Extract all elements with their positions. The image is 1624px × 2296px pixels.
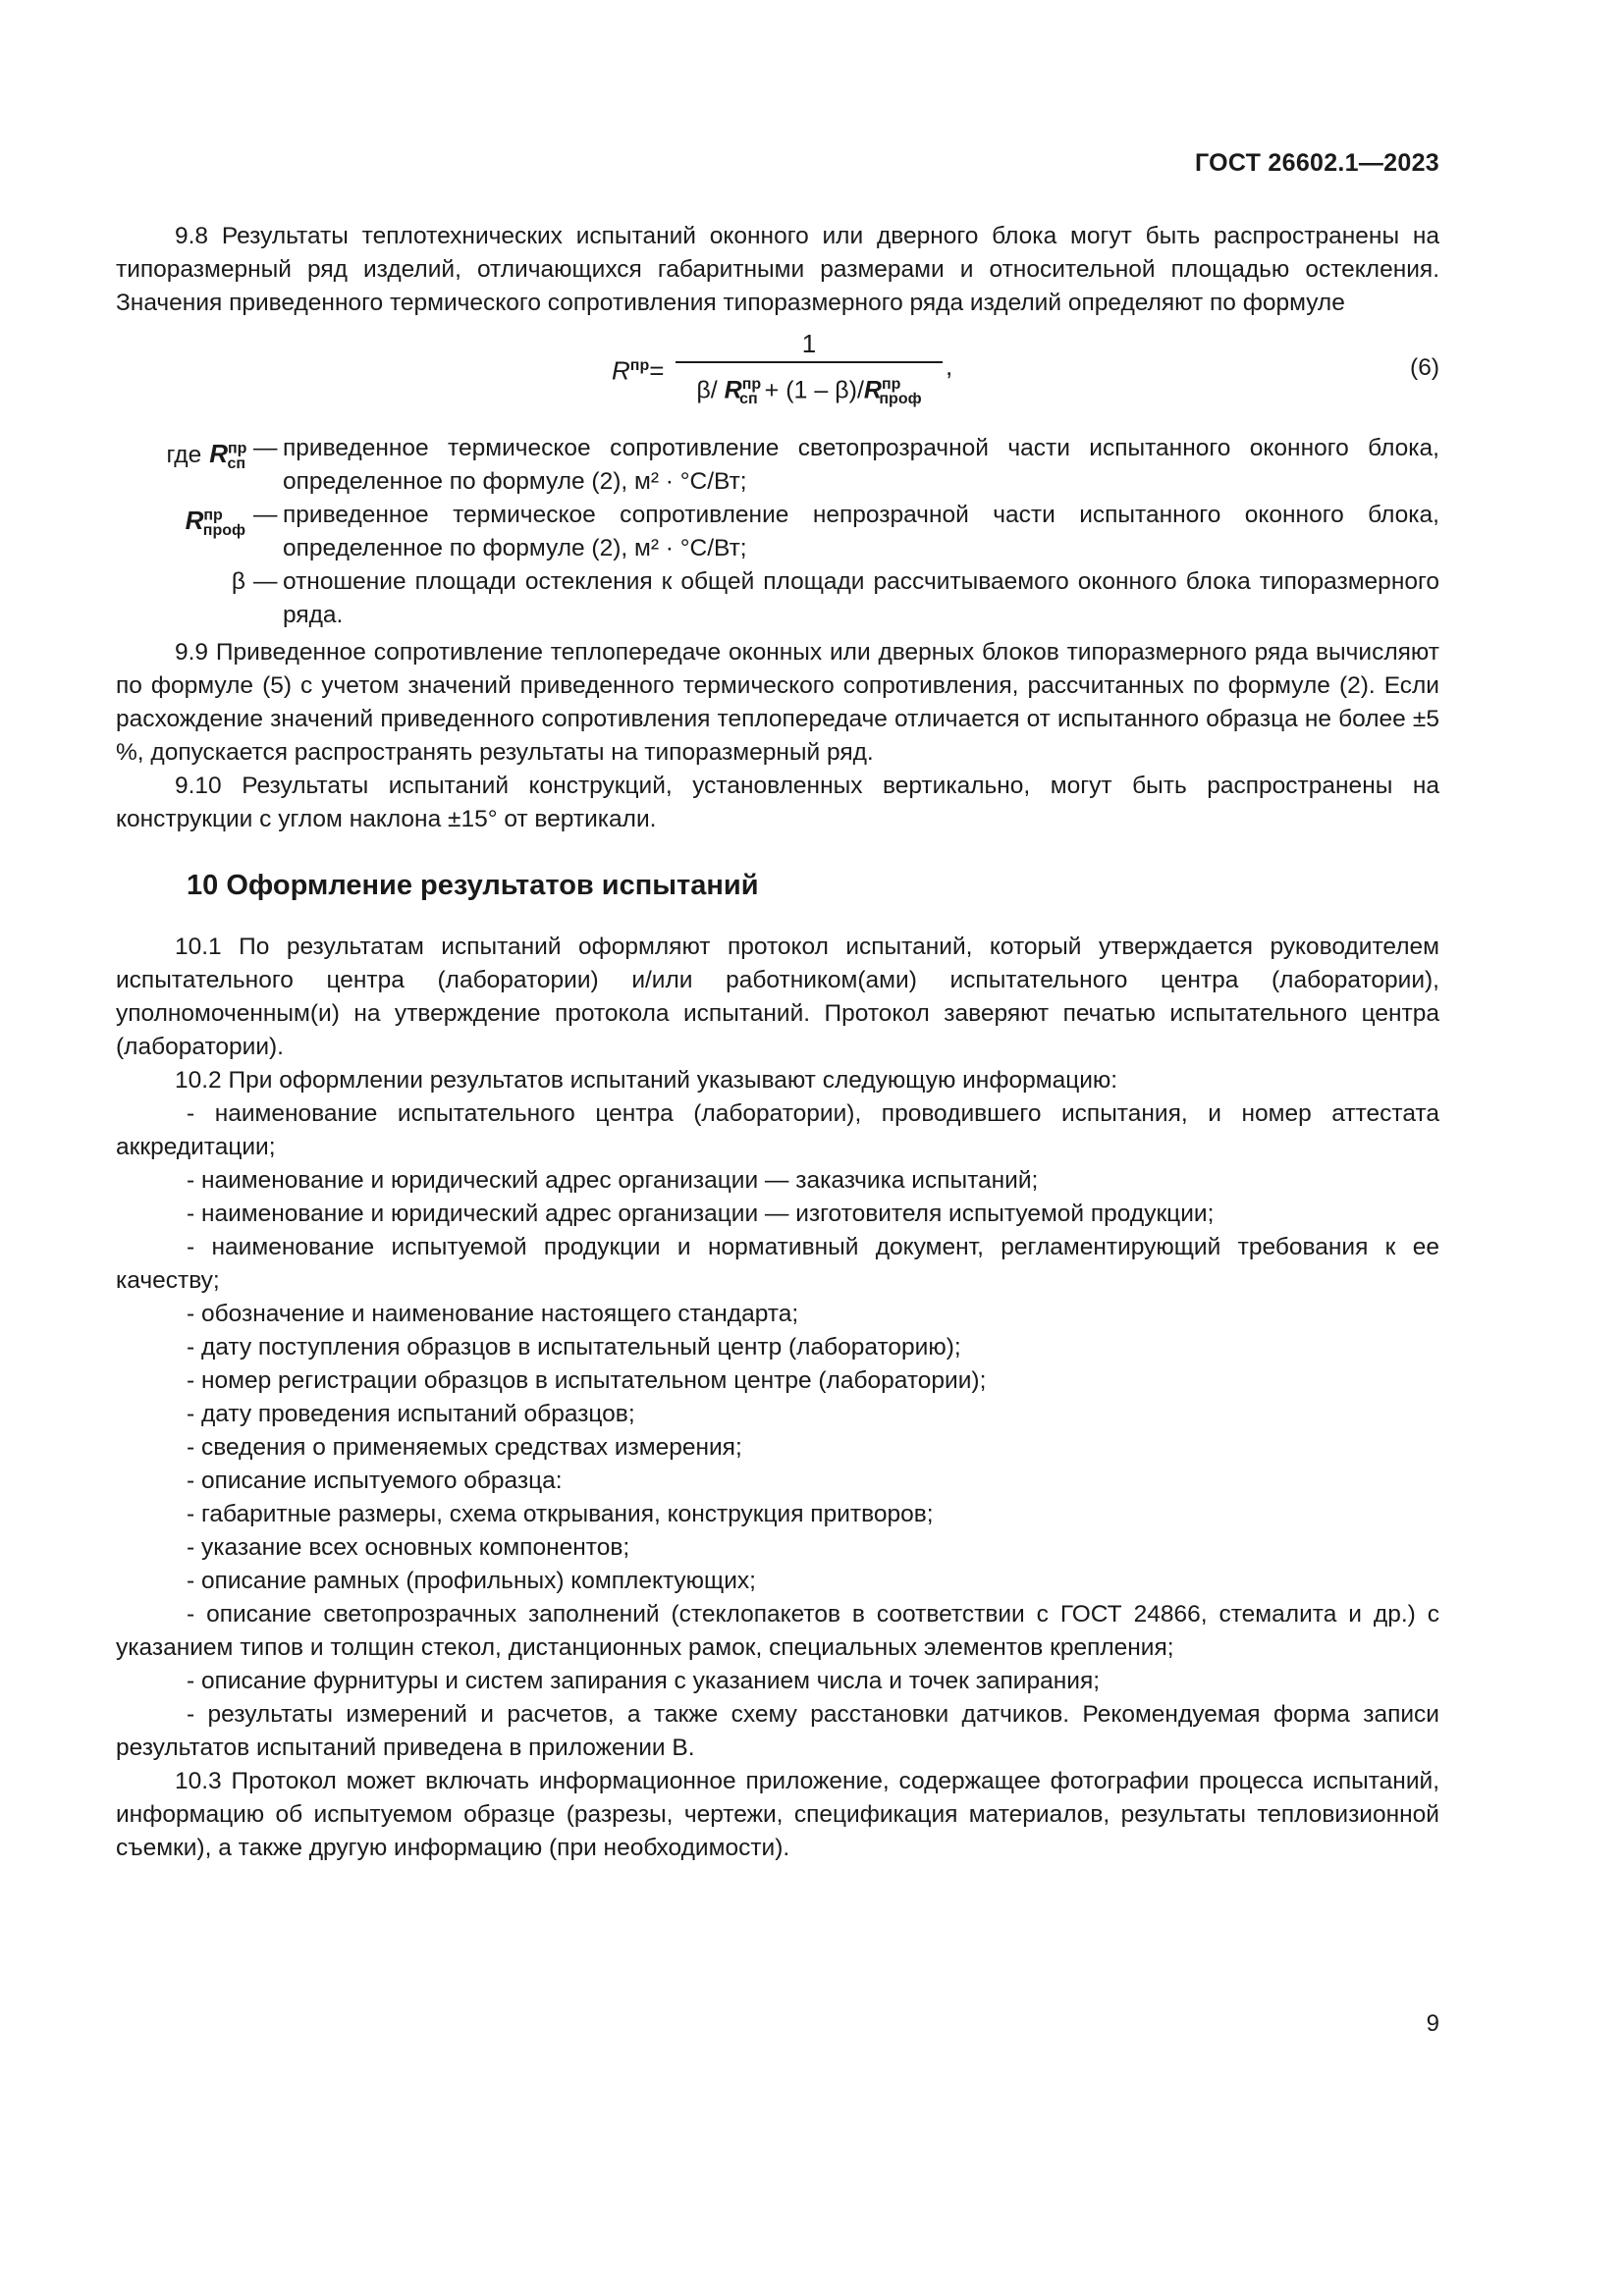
list-item: - описание рамных (профильных) комплектующих;	[187, 1568, 756, 1594]
list-item: - сведения о применяемых средствах измерения;	[187, 1434, 742, 1461]
definition-text: приведенное термическое сопротивление светопрозрачной части испытанного оконного блока, определенное по формуле (2), м² · °С/Вт;	[283, 435, 1439, 495]
list-item: - номер регистрации образцов в испытательном центре (лаборатории);	[187, 1367, 987, 1394]
section-10-title: 10 Оформление результатов испытаний	[187, 870, 759, 901]
list-item: - дату поступления образцов в испытательный центр (лабораторию);	[187, 1334, 961, 1361]
formula-fraction	[676, 326, 943, 406]
list-item: - дату проведения испытаний образцов;	[187, 1401, 635, 1427]
page-number: 9	[1426, 2010, 1439, 2037]
formula-6	[116, 326, 1439, 424]
list-item: - описание фурнитуры и систем запирания с указанием числа и точек запирания;	[187, 1668, 1101, 1694]
list-item: - указание всех основных компонентов;	[187, 1534, 630, 1561]
list-10-2	[116, 1097, 1439, 1765]
formula-lhs: $R^{пр}=$	[612, 355, 665, 386]
paragraph-10-3: 10.3 Протокол может включать информационное приложение, содержащее фотографии процесса испытаний, информацию об испытуемом образце (разрезы, чертежи, спецификация материалов, результаты тепловизионной съемки), а также другую информацию (при необходимости).	[116, 1768, 1439, 1861]
definition-text: приведенное термическое сопротивление непрозрачной части испытанного оконного блока, определенное по формуле (2), м² · °С/Вт;	[283, 502, 1439, 561]
formula-numerator: 1	[801, 329, 817, 358]
where-label: где	[166, 441, 202, 468]
definition-text: отношение площади остекления к общей площади рассчитываемого оконного блока типоразмерного ряда.	[283, 568, 1439, 628]
paragraph-9-9: 9.9 Приведенное сопротивление теплопередаче оконных или дверных блоков типоразмерного ряда вычисляют по формуле (5) с учетом значений приведенного термического сопротивления, рассчитанных по формуле (2). Если расхождение значений приведенного сопротивления теплопередаче отличается от испытанного образца не более ±5 %, допускается распространять результаты на типоразмерный ряд.	[116, 639, 1439, 766]
list-item: - описание светопрозрачных заполнений (стеклопакетов в соответствии с ГОСТ 24866, стемалита и др.) с указанием типов и толщин стекол, дистанционных рамок, специальных элементов крепления;	[116, 1601, 1439, 1661]
symbol-r-prof: $R^{пр}_{проф}$	[185, 505, 245, 539]
paragraph-9-10: 9.10 Результаты испытаний конструкций, установленных вертикально, могут быть распространены на конструкции с углом наклона ±15° от вертикали.	[116, 773, 1439, 832]
list-item: - описание испытуемого образца:	[187, 1468, 563, 1494]
paragraph-9-8: 9.8 Результаты теплотехнических испытаний оконного или дверного блока могут быть распространены на типоразмерный ряд изделий, отличающихся габаритными размерами и относительной площадью остекления. Значения приведенного термического сопротивления типоразмерного ряда изделий определяют по формуле	[116, 223, 1439, 316]
list-item: - габаритные размеры, схема открывания, конструкция притворов;	[187, 1501, 934, 1527]
definition-row: где $R^{пр}_{сп}$ — приведенное термическое сопротивление светопрозрачной части испытанного оконного блока, определенное по формуле (2), м² · °С/Вт;	[116, 432, 1439, 499]
formula-number: (6)	[1410, 354, 1439, 381]
symbol-r-sp: $R^{пр}_{сп}$	[209, 438, 247, 472]
document-header: ГОСТ 26602.1—2023	[1194, 149, 1439, 177]
symbol-beta: β	[231, 568, 245, 595]
formula-denominator: β/ $R^{пр}_{сп} + (1 - \beta)/R^{пр}_{проф}$	[696, 376, 922, 408]
formula-comma: ,	[946, 351, 953, 381]
document-body	[116, 220, 1439, 1865]
list-item: - результаты измерений и расчетов, а также схему расстановки датчиков. Рекомендуемая форма записи результатов испытаний приведена в приложении В.	[116, 1701, 1439, 1761]
list-item: - наименование и юридический адрес организации — заказчика испытаний;	[187, 1167, 1039, 1194]
list-item: - наименование и юридический адрес организации — изготовителя испытуемой продукции;	[187, 1201, 1215, 1227]
formula-definitions	[116, 432, 1439, 632]
list-item: - обозначение и наименование настоящего стандарта;	[187, 1301, 799, 1327]
definition-row: β — отношение площади остекления к общей площади рассчитываемого оконного блока типоразмерного ряда.	[116, 565, 1439, 632]
list-item: - наименование испытуемой продукции и нормативный документ, регламентирующий требования к ее качеству;	[116, 1234, 1439, 1294]
definition-row: $R^{пр}_{проф}$ — приведенное термическое сопротивление непрозрачной части испытанного оконного блока, определенное по формуле (2), м² · °С/Вт;	[116, 499, 1439, 565]
paragraph-10-1: 10.1 По результатам испытаний оформляют протокол испытаний, который утверждается руководителем испытательного центра (лаборатории) и/или работником(ами) испытательного центра (лаборатории), уполномоченным(и) на утверждение протокола испытаний. Протокол заверяют печатью испытательного центра (лаборатории).	[116, 934, 1439, 1060]
list-item: - наименование испытательного центра (лаборатории), проводившего испытания, и номер аттестата аккредитации;	[116, 1100, 1439, 1160]
paragraph-10-2: 10.2 При оформлении результатов испытаний указывают следующую информацию:	[175, 1067, 1118, 1094]
